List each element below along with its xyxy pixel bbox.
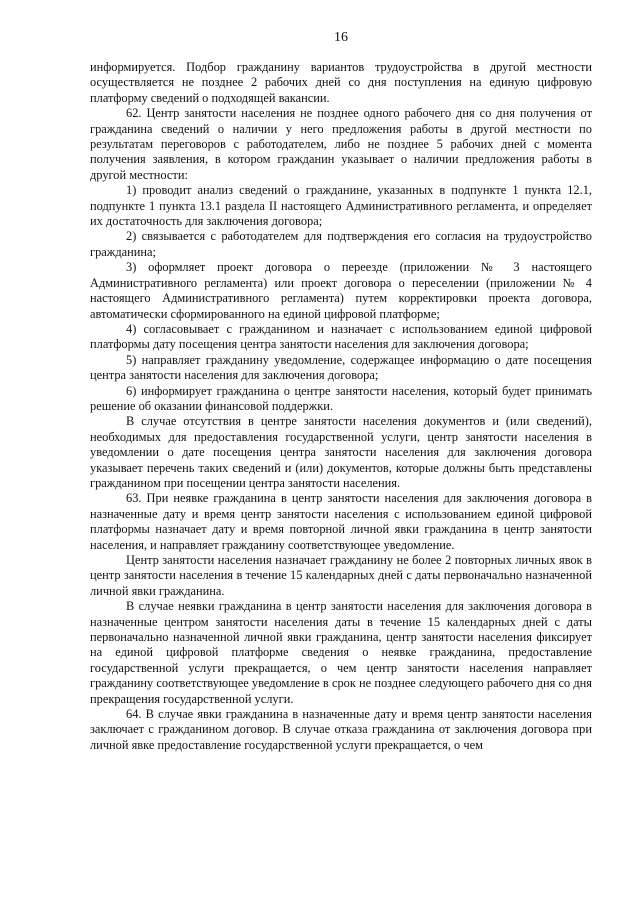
list-item-2: 2) связывается с работодателем для подтверждения его согласия на трудоустройство гражданина; [90, 229, 592, 259]
page-number: 16 [334, 30, 348, 45]
list-item-3: 3) оформляет проект договора о переезде (приложении № 3 настоящего Административного регламента) или проект договора о переселении (приложении № 4 настоящего Административного регламента) путем корректировки проекта договора, автоматически сформированного на единой цифровой платформе; [90, 260, 592, 321]
list-item-4: 4) согласовывает с гражданином и назначает с использованием единой цифровой платформы дату посещения центра занятости населения для заключения договора; [90, 321, 592, 352]
paragraph-64: 64. В случае явки гражданина в назначенные дату и время центр занятости населения заключает с гражданином договор. В случае отказа гражданина от заключения договора при личной явке предоставление государственной услуги прекращается, о чем [90, 707, 592, 752]
paragraph-no-show: В случае неявки гражданина в центр занятости населения для заключения договора в назначенные центром занятости населения даты в течение 15 календарных дней с даты первоначально назначенной личной явки гражданина, центр занятости населения фиксирует на единой цифровой платформе сведения о неявке гражданина, предоставление государственной услуги прекращается, о чем центр занятости населения направляет гражданину соответствующее уведомление в срок не позднее следующего рабочего дня со дня прекращения государственной услуги. [90, 599, 592, 706]
list-item-5: 5) направляет гражданину уведомление, содержащее информацию о дате посещения центра занятости населения для заключения договора; [90, 352, 592, 383]
list-item-1: 1) проводит анализ сведений о гражданине, указанных в подпункте 1 пункта 12.1, подпункте 1 пункта 13.1 раздела II настоящего Административного регламента, и определяет их достаточность для заключения договора; [90, 183, 592, 229]
paragraph-62: 62. Центр занятости населения не позднее одного рабочего дня со дня получения от гражданина сведений о наличии у него предложения работы в другой местности по результатам переговоров с работодателем, либо не позднее 5 рабочих дней с момента получения заявления, в котором гражданин указывает о наличии предложения работы в другой местности: [90, 106, 592, 182]
paragraph-repeat-visits: Центр занятости населения назначает гражданину не более 2 повторных личных явок в центр занятости населения в течение 15 календарных дней с даты первоначально назначенной личной явки гражданина. [90, 553, 592, 598]
paragraph-continuation: информируется. Подбор гражданину вариантов трудоустройства в другой местности осуществляется не позднее 2 рабочих дней со дня поступления на единую цифровую платформу сведений о подходящей вакансии. [90, 60, 592, 105]
paragraph-missing-documents: В случае отсутствия в центре занятости населения документов и (или сведений), необходимых для предоставления государственной услуги, центр занятости населения в уведомлении о дате посещения центра занятости населения для заключения договора указывает перечень таких сведений и (или) документов, которые должны быть представлены гражданином при посещении центра занятости населения. [90, 414, 592, 490]
list-item-6: 6) информирует гражданина о центре занятости населения, который будет принимать решение об оказании финансовой поддержки. [90, 383, 592, 413]
paragraph-63: 63. При неявке гражданина в центр занятости населения для заключения договора в назначенные дату и время центр занятости населения с использованием единой цифровой платформы назначает дату и время повторной личной явки гражданина в центр занятости населения, и направляет гражданину соответствующее уведомление. [90, 491, 592, 552]
document-body [90, 60, 592, 753]
